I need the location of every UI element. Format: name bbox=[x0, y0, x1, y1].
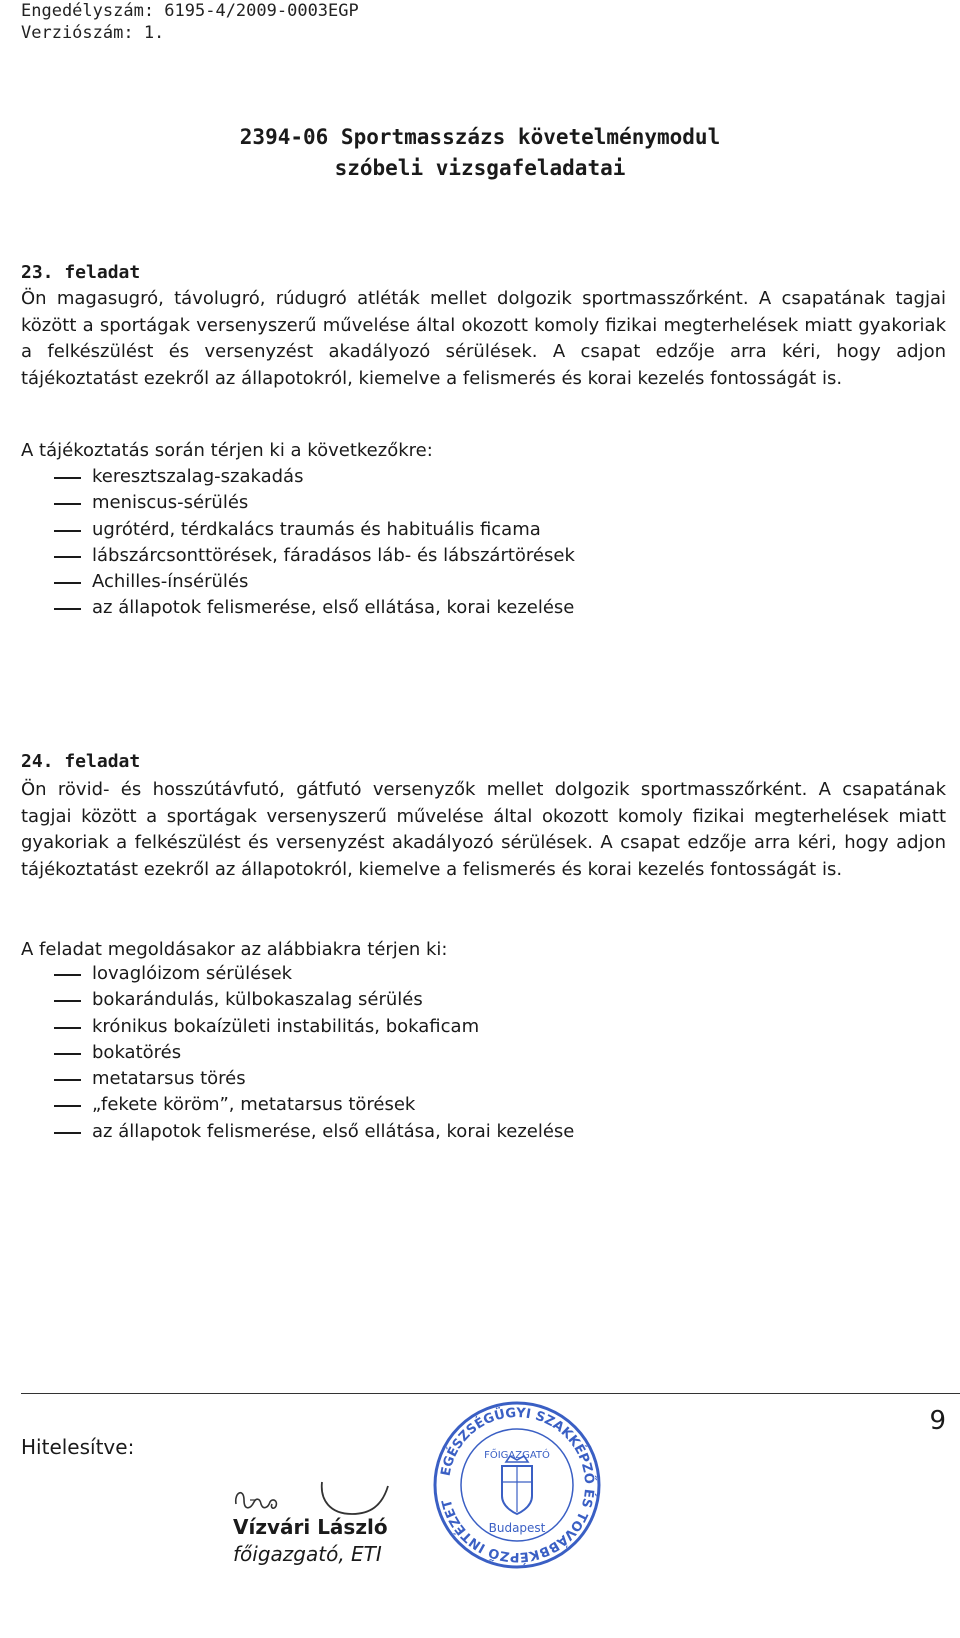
list-item: meniscus-sérülés bbox=[21, 490, 575, 516]
dash-icon bbox=[54, 503, 81, 505]
dash-icon bbox=[54, 1000, 81, 1002]
signer-role: főigazgató, ETI bbox=[233, 1542, 382, 1566]
dash-icon bbox=[54, 1053, 81, 1055]
list-item: lábszárcsonttörések, fáradásos láb- és lábszártörések bbox=[21, 543, 575, 569]
footer-divider bbox=[21, 1393, 960, 1394]
list-item: lovaglóizom sérülések bbox=[21, 961, 574, 987]
list-item: bokatörés bbox=[21, 1040, 574, 1066]
task-24-heading: 24. feladat bbox=[21, 751, 141, 772]
list-item: „fekete köröm”, metatarsus törések bbox=[21, 1092, 574, 1118]
task-24-body: Ön rövid- és hosszútávfutó, gátfutó versenyzők mellet dolgozik sportmasszőrként. A csapatának tagjai között a sportágak versenyszerű művelése által okozott komoly fizikai megterhelések miatt gyakoriak a felkészülést és versenyzést akadályozó sérülések. A csapat edzője arra kéri, hogy adjon tájékoztatást ezekről az állapotokról, kiemelve a felismerés és korai kezelés fontosságát is. bbox=[21, 779, 946, 880]
version-number: Verziószám: 1. bbox=[21, 23, 165, 43]
list-item: krónikus bokaízületi instabilitás, bokaficam bbox=[21, 1014, 574, 1040]
svg-text:Budapest: Budapest bbox=[488, 1521, 546, 1535]
page-number: 9 bbox=[929, 1406, 946, 1436]
dash-icon bbox=[54, 608, 81, 610]
task-23-body: Ön magasugró, távolugró, rúdugró atléták mellet dolgozik sportmasszőrként. A csapatának tagjai között a sportágak versenyszerű művelése által okozott komoly fizikai megterhelések miatt gyakoriak a felkészülést és versenyzést akadályozó sérülések. A csapat edzője arra kéri, hogy adjon tájékoztatást ezekről az állapotokról, kiemelve a felismerés és korai kezelés fontosságát is. bbox=[21, 288, 946, 389]
official-seal-icon bbox=[432, 1400, 602, 1570]
signer-name: Vízvári László bbox=[233, 1515, 388, 1539]
task-24-intro: A feladat megoldásakor az alábbiakra térjen ki: bbox=[21, 939, 448, 960]
certified-label: Hitelesítve: bbox=[21, 1435, 135, 1459]
dash-icon bbox=[54, 1105, 81, 1107]
task-24-list bbox=[21, 961, 574, 1145]
dash-icon bbox=[54, 1027, 81, 1029]
dash-icon bbox=[54, 1132, 81, 1134]
dash-icon bbox=[54, 974, 81, 976]
list-item: keresztszalag-szakadás bbox=[21, 464, 575, 490]
list-item: az állapotok felismerése, első ellátása, korai kezelése bbox=[21, 595, 575, 621]
list-item: Achilles-ínsérülés bbox=[21, 569, 575, 595]
dash-icon bbox=[54, 530, 81, 532]
dash-icon bbox=[54, 477, 81, 479]
list-item: az állapotok felismerése, első ellátása, korai kezelése bbox=[21, 1119, 574, 1145]
license-number: Engedélyszám: 6195-4/2009-0003EGP bbox=[21, 1, 359, 21]
task-23-list bbox=[21, 464, 575, 622]
list-item: ugrótérd, térdkalács traumás és habituális ficama bbox=[21, 517, 575, 543]
svg-text:EGÉSZSÉGÜGYI SZAKKÉPZŐ ÉS TOVÁ: EGÉSZSÉGÜGYI SZAKKÉPZŐ ÉS TOVÁBBKÉPZŐ INTÉZET bbox=[438, 1405, 597, 1565]
page-subtitle: szóbeli vizsgafeladatai bbox=[334, 156, 626, 180]
list-item: bokarándulás, külbokaszalag sérülés bbox=[21, 987, 574, 1013]
list-item: metatarsus törés bbox=[21, 1066, 574, 1092]
dash-icon bbox=[54, 556, 81, 558]
task-23-heading: 23. feladat bbox=[21, 262, 141, 283]
task-23-intro: A tájékoztatás során térjen ki a következőkre: bbox=[21, 440, 433, 461]
svg-text:FŐIGAZGATÓ: FŐIGAZGATÓ bbox=[484, 1450, 550, 1461]
dash-icon bbox=[54, 1079, 81, 1081]
signature-icon bbox=[230, 1470, 400, 1520]
dash-icon bbox=[54, 582, 81, 584]
page-title: 2394-06 Sportmasszázs követelménymodul bbox=[239, 125, 721, 149]
